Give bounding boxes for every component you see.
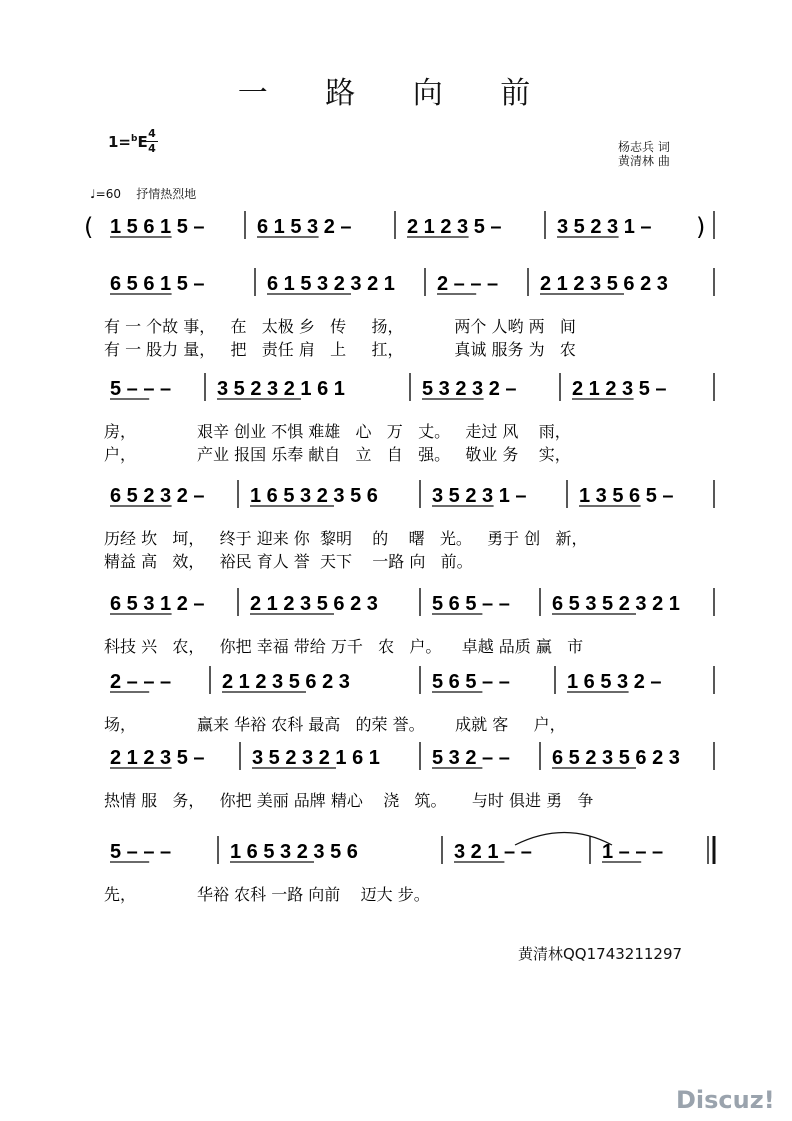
measure-notes: 6 1 5 3 2 3 2 1 bbox=[267, 273, 395, 295]
measure-notes: 6 5 3 1 2 – bbox=[110, 593, 205, 615]
repeat-close-paren: ) bbox=[696, 213, 706, 241]
measure-notes: 1 3 5 6 5 – bbox=[579, 485, 674, 507]
measure-notes: 3 5 2 3 1 – bbox=[432, 485, 527, 507]
measure-notes: 2 – – – bbox=[437, 273, 499, 295]
measure-notes: 6 5 3 5 2 3 2 1 bbox=[552, 593, 680, 615]
measure-notes: 5 – – – bbox=[110, 841, 172, 863]
measure-notes: 6 5 2 3 5 6 2 3 bbox=[552, 747, 680, 769]
measure-notes: 3 5 2 3 2 1 6 1 bbox=[217, 378, 345, 400]
composer-credit: 黄清林 曲 bbox=[618, 154, 670, 168]
measure-notes: 2 1 2 3 5 – bbox=[572, 378, 667, 400]
lyric-line: 有 一 股力 量， 把 责任 肩 上 扛， 真诚 服务 为 农 bbox=[104, 340, 576, 359]
lyric-line: 科技 兴 农， 你把 幸福 带给 万千 农 户。 卓越 品质 赢 市 bbox=[104, 637, 584, 656]
repeat-open-paren: ( bbox=[84, 213, 94, 241]
lyric-line: 房， 艰辛 创业 不惧 难雄 心 万 丈。 走过 风 雨， bbox=[104, 422, 571, 441]
measure-notes: 5 3 2 3 2 – bbox=[422, 378, 517, 400]
measure-notes: 5 3 2 – – bbox=[432, 747, 510, 769]
key-signature: 1=$^b$E bbox=[108, 133, 148, 151]
measure-notes: 1 – – – bbox=[602, 841, 664, 863]
measure-notes: 5 – – – bbox=[110, 378, 172, 400]
measure-notes: 6 5 2 3 2 – bbox=[110, 485, 205, 507]
lyric-line: 场， 赢来 华裕 农科 最高 的荣 誉。 成就 客 户， bbox=[104, 715, 566, 734]
lyric-line: 历经 坎 坷， 终于 迎来 你 黎明 的 曙 光。 勇于 创 新， bbox=[104, 529, 588, 548]
measure-notes: 6 5 6 1 5 – bbox=[110, 273, 205, 295]
measure-notes: 5 6 5 – – bbox=[432, 671, 510, 693]
forum-watermark: Discuz! bbox=[676, 1086, 775, 1114]
song-title: 一 路 向 前 bbox=[237, 76, 555, 111]
measure-notes: 1 6 5 3 2 3 5 6 bbox=[250, 485, 378, 507]
lyric-line: 热情 服 务， 你把 美丽 品牌 精心 浇 筑。 与时 俱进 勇 争 bbox=[104, 791, 594, 810]
lyric-line: 精益 高 效， 裕民 育人 誉 天下 一路 向 前。 bbox=[104, 552, 473, 571]
measure-notes: 3 5 2 3 2 1 6 1 bbox=[252, 747, 380, 769]
tempo-marking: ♩=60 抒情热烈地 bbox=[90, 187, 197, 201]
measure-notes: 1 6 5 3 2 3 5 6 bbox=[230, 841, 358, 863]
measure-notes: 2 1 2 3 5 6 2 3 bbox=[540, 273, 668, 295]
lyricist-credit: 杨志兵 词 bbox=[618, 140, 670, 154]
measure-notes: 2 1 2 3 5 6 2 3 bbox=[222, 671, 350, 693]
measure-notes: 3 5 2 3 1 – bbox=[557, 216, 652, 238]
measure-notes: 2 1 2 3 5 6 2 3 bbox=[250, 593, 378, 615]
measure-notes: 1 6 5 3 2 – bbox=[567, 671, 662, 693]
measure-notes: 2 1 2 3 5 – bbox=[407, 216, 502, 238]
measure-notes: 1 5 6 1 5 – bbox=[110, 216, 205, 238]
arranger-signature: 黄清林QQ1743211297 bbox=[518, 945, 683, 963]
measure-notes: 2 – – – bbox=[110, 671, 172, 693]
measure-notes: 5 6 5 – – bbox=[432, 593, 510, 615]
lyric-line: 先， 华裕 农科 一路 向前 迈大 步。 bbox=[104, 885, 430, 904]
lyric-line: 有 一 个故 事， 在 太极 乡 传 扬， 两个 人哟 两 间 bbox=[104, 317, 576, 336]
lyric-line: 户， 产业 报国 乐奉 献自 立 自 强。 敬业 务 实， bbox=[104, 445, 571, 464]
time-signature: 4 4 bbox=[146, 128, 158, 155]
measure-notes: 3 2 1 – – bbox=[454, 841, 532, 863]
measure-notes: 2 1 2 3 5 – bbox=[110, 747, 205, 769]
measure-notes: 6 1 5 3 2 – bbox=[257, 216, 352, 238]
